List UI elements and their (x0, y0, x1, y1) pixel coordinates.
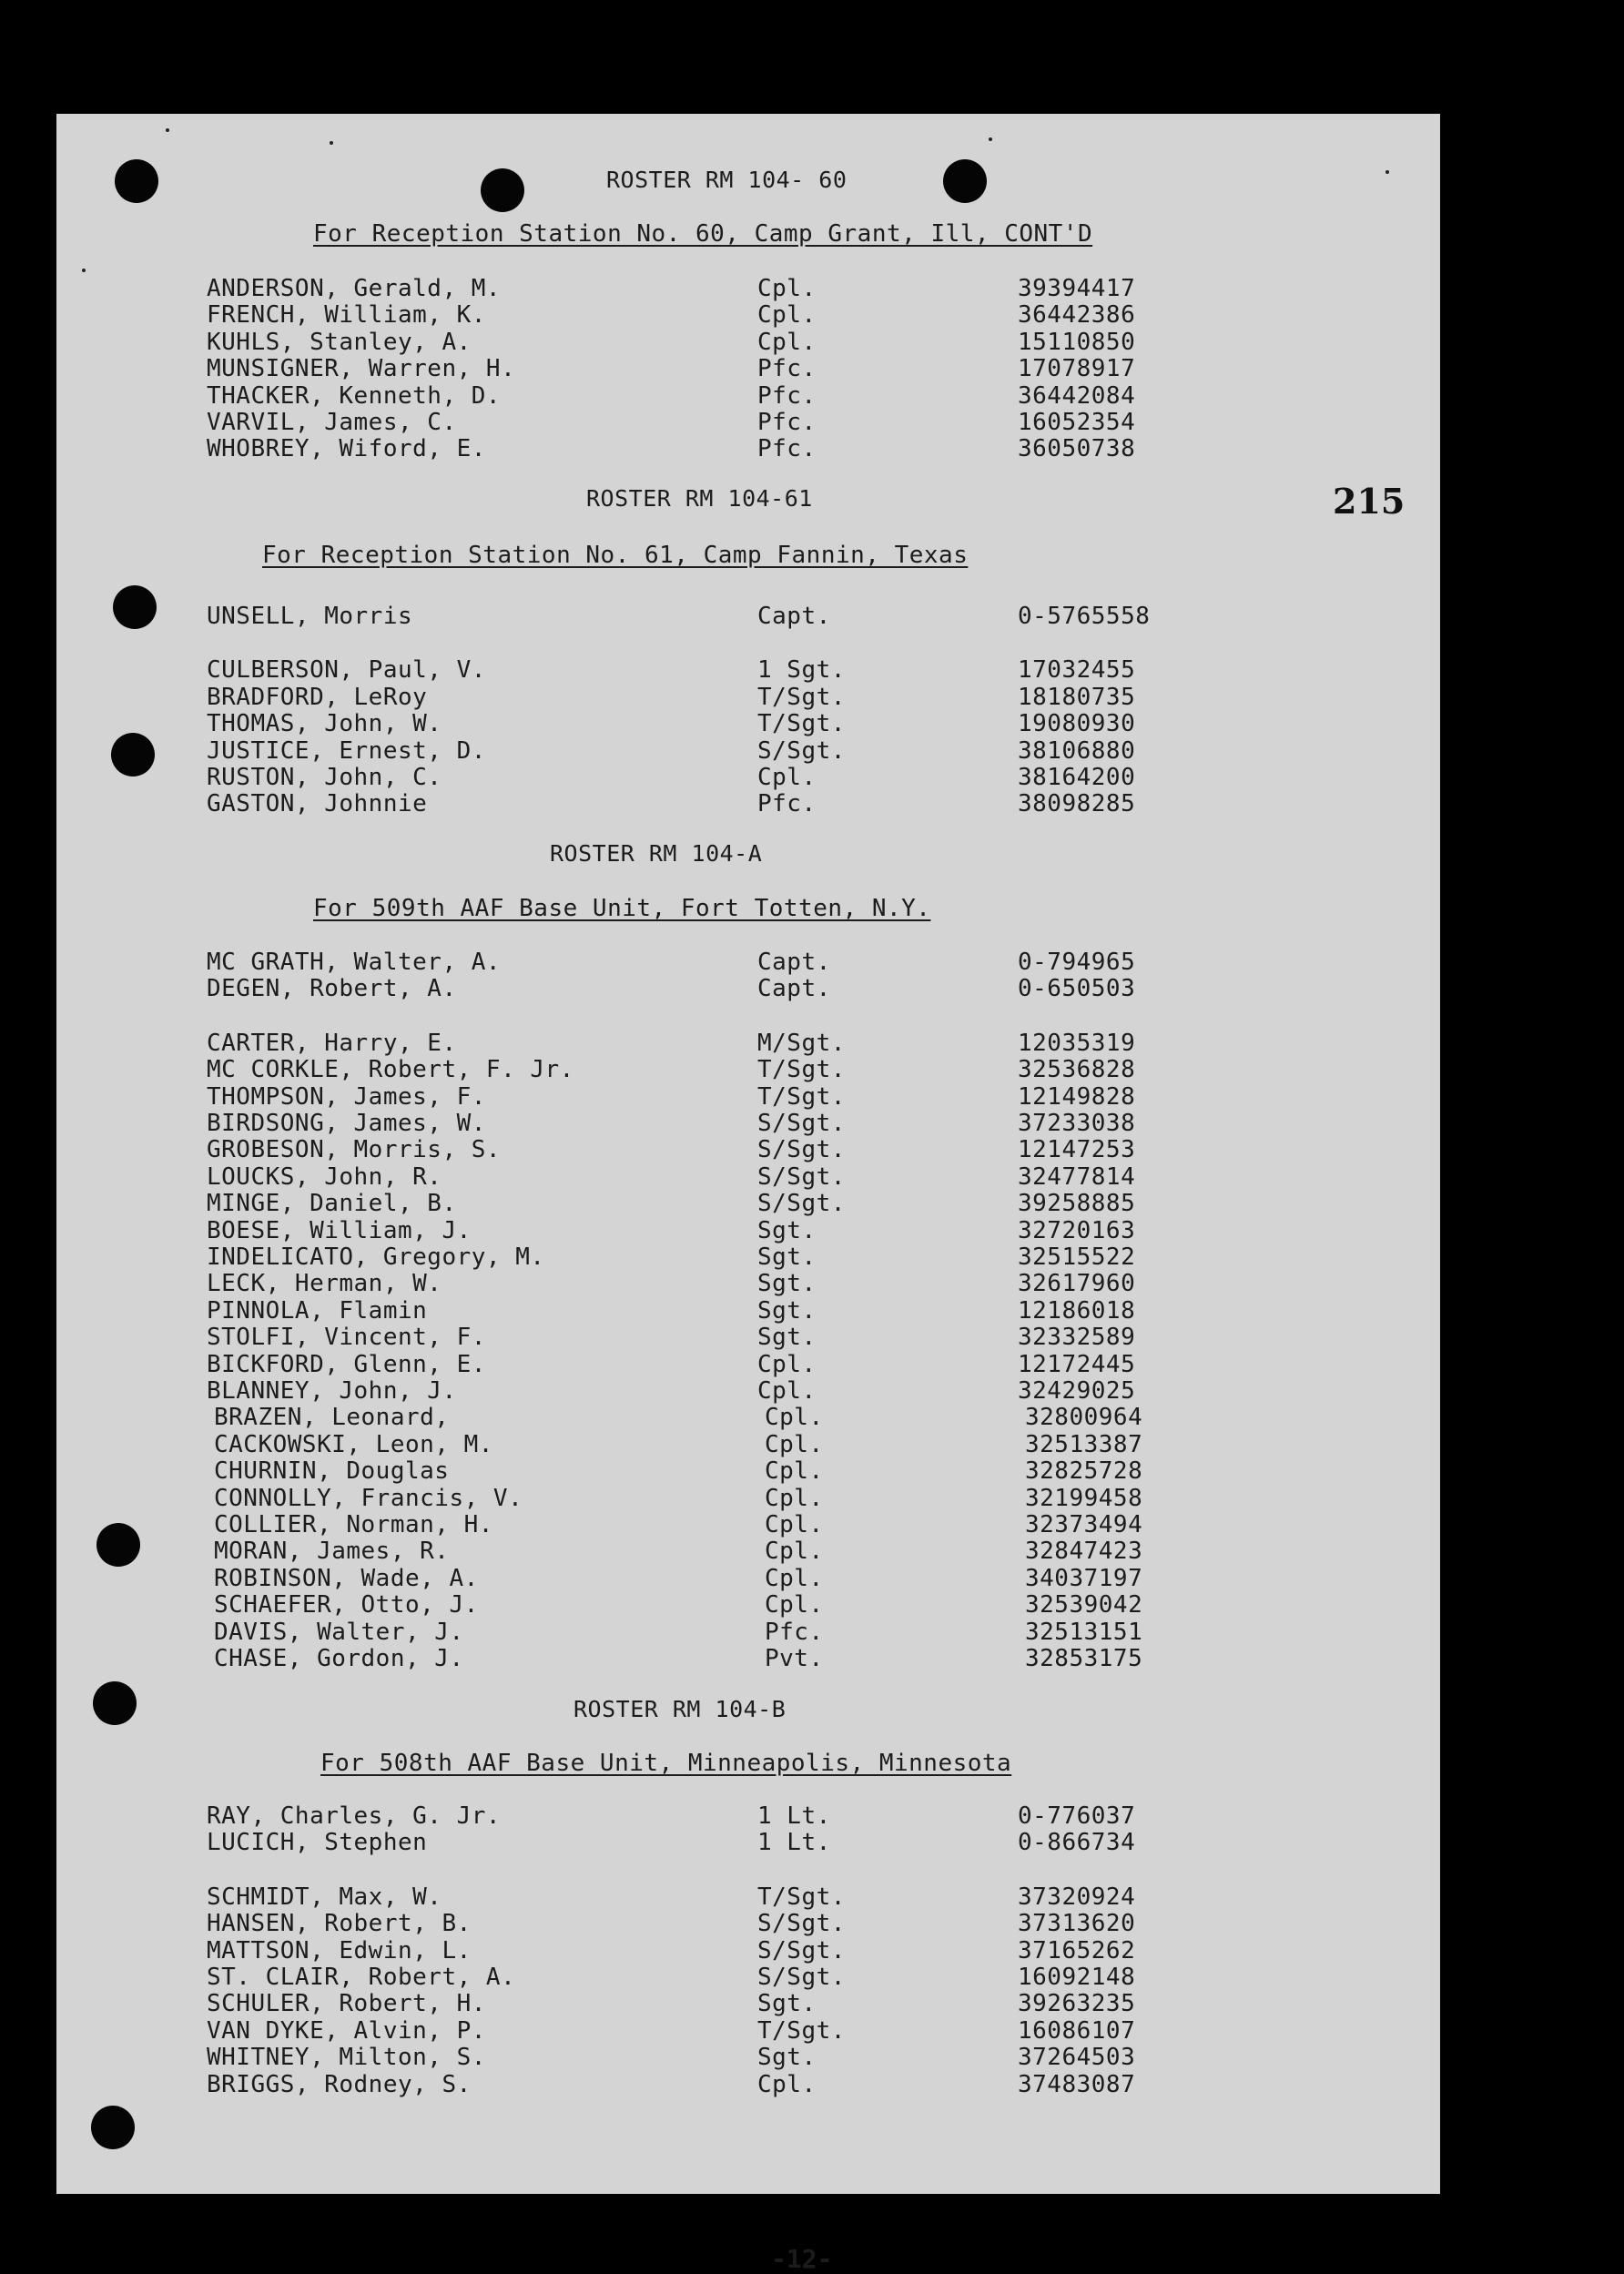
roster-entry-rank: 1 Sgt. (757, 656, 846, 685)
roster-entry-name: MATTSON, Edwin, L. (207, 1936, 472, 1964)
roster-entry-serial: 17032455 (1018, 656, 1136, 685)
roster-entry-serial: 32825728 (1025, 1457, 1143, 1486)
roster-entry-name: SCHMIDT, Max, W. (207, 1883, 442, 1911)
roster-entry-serial: 36050738 (1018, 435, 1136, 463)
roster-entry-name: VAN DYKE, Alvin, P. (207, 2016, 486, 2045)
roster-entry-name: BRADFORD, LeRoy (207, 683, 428, 711)
roster-entry-name: GASTON, Johnnie (207, 790, 428, 818)
roster-entry-rank: Capt. (757, 949, 831, 976)
roster-entry-rank: T/Sgt. (757, 1056, 846, 1084)
roster-entry-name: MC CORKLE, Robert, F. Jr. (207, 1056, 574, 1084)
roster-entry-serial: 32536828 (1018, 1056, 1136, 1084)
roster-entry-rank: T/Sgt. (757, 683, 846, 711)
roster-entry-rank: Cpl. (757, 2070, 817, 2098)
roster-entry-serial: 36442386 (1018, 301, 1136, 330)
roster-entry-serial: 38164200 (1018, 764, 1136, 791)
roster-heading: ROSTER RM 104- 60 (606, 167, 848, 193)
roster-entry-rank: Sgt. (757, 1216, 817, 1244)
roster-entry-name: CACKOWSKI, Leon, M. (214, 1430, 493, 1458)
roster-entry-name: BLANNEY, John, J. (207, 1377, 457, 1405)
roster-entry-serial: 16086107 (1018, 2016, 1136, 2045)
roster-entry-rank: Capt. (757, 603, 831, 630)
roster-entry-rank: Cpl. (757, 301, 817, 330)
roster-entry-name: LECK, Herman, W. (207, 1270, 442, 1298)
roster-entry-name: CHASE, Gordon, J. (214, 1645, 464, 1672)
roster-entry-serial: 12186018 (1018, 1296, 1136, 1325)
roster-entry-rank: S/Sgt. (757, 1162, 846, 1191)
roster-entry-name: WHITNEY, Milton, S. (207, 2044, 486, 2072)
roster-entry-rank: Cpl. (765, 1457, 824, 1486)
roster-entry-serial: 0-5765558 (1018, 603, 1151, 630)
roster-entry-rank: Sgt. (757, 1990, 817, 2018)
roster-entry-name: MC GRATH, Walter, A. (207, 949, 502, 976)
roster-entry-rank: Cpl. (765, 1591, 824, 1619)
roster-entry-serial: 12149828 (1018, 1082, 1136, 1111)
roster-entry-name: CONNOLLY, Francis, V. (214, 1484, 523, 1512)
document-page (56, 114, 1440, 2274)
roster-entry-rank: S/Sgt. (757, 1910, 846, 1938)
roster-entry-serial: 0-650503 (1018, 975, 1136, 1003)
roster-entry-serial: 37233038 (1018, 1110, 1136, 1137)
speck (1385, 170, 1389, 174)
roster-entry-serial: 39263235 (1018, 1990, 1136, 2018)
punch-hole (943, 159, 987, 203)
roster-entry-name: THOMAS, John, W. (207, 710, 442, 738)
roster-entry-serial: 32332589 (1018, 1324, 1136, 1352)
page-stamp: 215 (1333, 481, 1406, 522)
section-title: For Reception Station No. 61, Camp Fannin, Texas (262, 542, 969, 569)
speck (166, 128, 169, 132)
roster-entry-serial: 32477814 (1018, 1162, 1136, 1191)
roster-entry-rank: Pfc. (757, 381, 817, 410)
roster-entry-rank: Cpl. (757, 328, 817, 356)
punch-hole (93, 1681, 137, 1725)
roster-entry-name: UNSELL, Morris (207, 603, 413, 630)
roster-entry-name: SCHAEFER, Otto, J. (214, 1591, 479, 1619)
roster-entry-name: MORAN, James, R. (214, 1538, 450, 1566)
roster-entry-name: MINGE, Daniel, B. (207, 1190, 457, 1218)
roster-entry-rank: Pfc. (757, 355, 817, 383)
roster-entry-serial: 32617960 (1018, 1270, 1136, 1298)
roster-entry-serial: 12172445 (1018, 1350, 1136, 1378)
roster-entry-serial: 32515522 (1018, 1244, 1136, 1271)
roster-entry-name: BOESE, William, J. (207, 1216, 472, 1244)
roster-entry-name: CULBERSON, Paul, V. (207, 656, 486, 685)
roster-entry-name: COLLIER, Norman, H. (214, 1511, 493, 1538)
punch-hole (113, 585, 157, 629)
roster-entry-name: WHOBREY, Wiford, E. (207, 435, 486, 463)
roster-entry-serial: 34037197 (1025, 1564, 1143, 1592)
punch-hole (481, 168, 524, 212)
roster-entry-serial: 37483087 (1018, 2070, 1136, 2098)
roster-entry-rank: 1 Lt. (757, 1802, 831, 1830)
roster-heading: ROSTER RM 104-B (573, 1696, 787, 1722)
roster-entry-serial: 32513151 (1025, 1618, 1143, 1646)
roster-entry-name: MUNSIGNER, Warren, H. (207, 355, 516, 383)
roster-entry-serial: 39258885 (1018, 1190, 1136, 1218)
roster-entry-name: BICKFORD, Glenn, E. (207, 1350, 486, 1378)
roster-entry-rank: S/Sgt. (757, 736, 846, 765)
speck (82, 269, 86, 272)
roster-entry-rank: Cpl. (765, 1511, 824, 1538)
roster-entry-rank: T/Sgt. (757, 2016, 846, 2045)
roster-entry-name: JUSTICE, Ernest, D. (207, 736, 486, 765)
roster-entry-rank: Pfc. (757, 409, 817, 436)
roster-entry-name: CARTER, Harry, E. (207, 1029, 457, 1057)
roster-entry-serial: 39394417 (1018, 275, 1136, 302)
roster-entry-name: STOLFI, Vincent, F. (207, 1324, 486, 1352)
roster-entry-name: RAY, Charles, G. Jr. (207, 1802, 502, 1830)
roster-entry-name: DAVIS, Walter, J. (214, 1618, 464, 1646)
roster-entry-serial: 38106880 (1018, 736, 1136, 765)
roster-entry-name: FRENCH, William, K. (207, 301, 486, 330)
roster-entry-serial: 17078917 (1018, 355, 1136, 383)
roster-entry-rank: Cpl. (765, 1430, 824, 1458)
roster-entry-serial: 16052354 (1018, 409, 1136, 436)
section-title: For 508th AAF Base Unit, Minneapolis, Minnesota (320, 1750, 1012, 1777)
roster-entry-rank: Pfc. (765, 1618, 824, 1646)
roster-entry-rank: Cpl. (765, 1564, 824, 1592)
roster-entry-rank: S/Sgt. (757, 1936, 846, 1964)
roster-entry-rank: 1 Lt. (757, 1829, 831, 1857)
roster-entry-rank: Cpl. (765, 1484, 824, 1512)
roster-entry-rank: Pfc. (757, 790, 817, 818)
roster-entry-rank: Cpl. (757, 1350, 817, 1378)
roster-entry-serial: 36442084 (1018, 381, 1136, 410)
roster-entry-serial: 32373494 (1025, 1511, 1143, 1538)
roster-entry-serial: 12147253 (1018, 1136, 1136, 1164)
roster-entry-serial: 37264503 (1018, 2044, 1136, 2072)
roster-entry-rank: Pfc. (757, 435, 817, 463)
roster-entry-rank: Cpl. (757, 275, 817, 302)
roster-entry-rank: Pvt. (765, 1645, 824, 1672)
roster-heading: ROSTER RM 104-A (550, 840, 763, 867)
roster-entry-name: ST. CLAIR, Robert, A. (207, 1964, 516, 1991)
punch-hole (96, 1523, 140, 1567)
roster-entry-name: HANSEN, Robert, B. (207, 1910, 472, 1938)
punch-hole (115, 159, 158, 203)
roster-entry-serial: 0-866734 (1018, 1829, 1136, 1857)
roster-entry-rank: T/Sgt. (757, 1883, 846, 1911)
roster-entry-serial: 32429025 (1018, 1377, 1136, 1405)
roster-entry-serial: 32539042 (1025, 1591, 1143, 1619)
roster-entry-name: KUHLS, Stanley, A. (207, 328, 472, 356)
roster-entry-rank: T/Sgt. (757, 710, 846, 738)
roster-entry-rank: Sgt. (757, 2044, 817, 2072)
roster-entry-serial: 37165262 (1018, 1936, 1136, 1964)
roster-entry-rank: S/Sgt. (757, 1110, 846, 1137)
punch-hole (111, 733, 155, 777)
roster-entry-rank: S/Sgt. (757, 1136, 846, 1164)
roster-heading: ROSTER RM 104-61 (586, 485, 813, 512)
roster-entry-name: GROBESON, Morris, S. (207, 1136, 502, 1164)
section-title: For 509th AAF Base Unit, Fort Totten, N.Y. (313, 895, 931, 922)
roster-entry-name: ANDERSON, Gerald, M. (207, 275, 502, 302)
roster-entry-serial: 38098285 (1018, 790, 1136, 818)
roster-entry-serial: 32720163 (1018, 1216, 1136, 1244)
roster-entry-serial: 37313620 (1018, 1910, 1136, 1938)
roster-entry-name: PINNOLA, Flamin (207, 1296, 428, 1325)
punch-hole (91, 2106, 135, 2149)
roster-entry-name: CHURNIN, Douglas (214, 1457, 450, 1486)
roster-entry-rank: Sgt. (757, 1270, 817, 1298)
roster-entry-name: ROBINSON, Wade, A. (214, 1564, 479, 1592)
roster-entry-rank: T/Sgt. (757, 1082, 846, 1111)
roster-entry-serial: 32853175 (1025, 1645, 1143, 1672)
roster-entry-rank: Cpl. (757, 1377, 817, 1405)
page-number: -12- (771, 2244, 833, 2274)
roster-entry-rank: Sgt. (757, 1244, 817, 1271)
roster-entry-name: BRIGGS, Rodney, S. (207, 2070, 472, 2098)
roster-entry-serial: 32847423 (1025, 1538, 1143, 1566)
roster-entry-rank: Sgt. (757, 1324, 817, 1352)
section-title: For Reception Station No. 60, Camp Grant, Ill, CONT'D (313, 220, 1093, 248)
roster-entry-name: DEGEN, Robert, A. (207, 975, 457, 1003)
roster-entry-serial: 32800964 (1025, 1404, 1143, 1432)
roster-entry-rank: S/Sgt. (757, 1190, 846, 1218)
roster-entry-name: THOMPSON, James, F. (207, 1082, 486, 1111)
roster-entry-serial: 0-776037 (1018, 1802, 1136, 1830)
roster-entry-serial: 16092148 (1018, 1964, 1136, 1991)
roster-entry-name: BRAZEN, Leonard, (214, 1404, 450, 1432)
roster-entry-serial: 32513387 (1025, 1430, 1143, 1458)
roster-entry-serial: 12035319 (1018, 1029, 1136, 1057)
roster-entry-name: THACKER, Kenneth, D. (207, 381, 502, 410)
roster-entry-serial: 32199458 (1025, 1484, 1143, 1512)
roster-entry-serial: 37320924 (1018, 1883, 1136, 1911)
roster-entry-serial: 18180735 (1018, 683, 1136, 711)
roster-entry-rank: S/Sgt. (757, 1964, 846, 1991)
roster-entry-rank: M/Sgt. (757, 1029, 846, 1057)
roster-entry-rank: Cpl. (765, 1404, 824, 1432)
roster-entry-name: LUCICH, Stephen (207, 1829, 428, 1857)
roster-entry-rank: Cpl. (765, 1538, 824, 1566)
roster-entry-rank: Sgt. (757, 1296, 817, 1325)
roster-entry-name: SCHULER, Robert, H. (207, 1990, 486, 2018)
roster-entry-serial: 0-794965 (1018, 949, 1136, 976)
roster-entry-rank: Capt. (757, 975, 831, 1003)
roster-entry-serial: 15110850 (1018, 328, 1136, 356)
roster-entry-name: INDELICATO, Gregory, M. (207, 1244, 545, 1271)
speck (989, 137, 992, 141)
roster-entry-name: LOUCKS, John, R. (207, 1162, 442, 1191)
roster-entry-name: RUSTON, John, C. (207, 764, 442, 791)
roster-entry-serial: 19080930 (1018, 710, 1136, 738)
roster-entry-rank: Cpl. (757, 764, 817, 791)
roster-entry-name: BIRDSONG, James, W. (207, 1110, 486, 1137)
speck (330, 141, 333, 145)
roster-entry-name: VARVIL, James, C. (207, 409, 457, 436)
